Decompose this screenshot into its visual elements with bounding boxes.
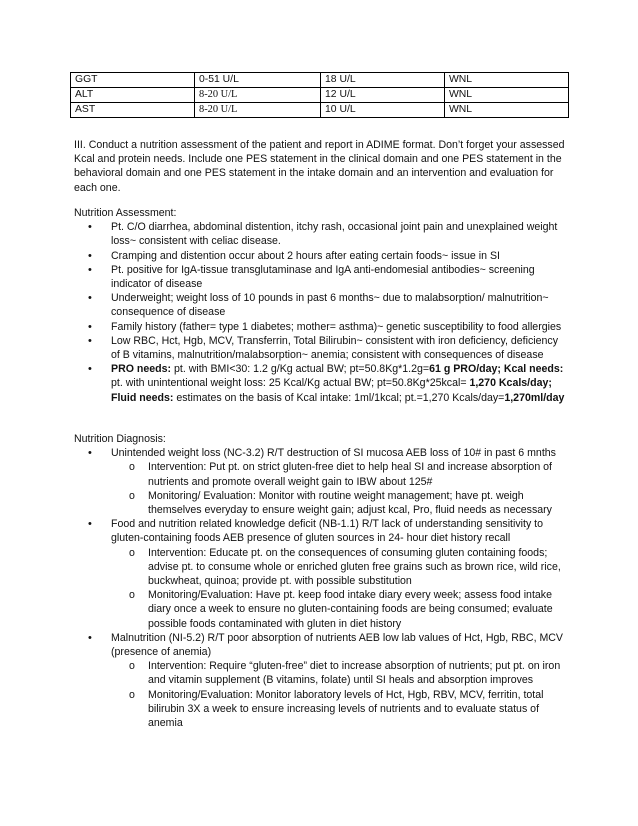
lab-name-cell: GGT	[71, 73, 195, 88]
lab-name-cell: AST	[71, 103, 195, 118]
bullet-marker: •	[88, 320, 92, 333]
sub-bullet-marker: o	[129, 660, 135, 673]
lab-name-cell: ALT	[71, 88, 195, 103]
assessment-heading: Nutrition Assessment:	[74, 207, 177, 219]
instructions-section	[74, 138, 566, 195]
table-row	[71, 103, 569, 118]
bullet-marker: •	[88, 221, 92, 234]
assessment-list	[74, 220, 566, 405]
instructions-paragraph: III. Conduct a nutrition assessment of the patient and report in ADIME format. Don’t forget your assessed Kcal and protein needs. Include one PES statement in the clinical domain and one PES statement in the behavioral domain and one PES statement in the intake domain and an intervention and evaluation for each one.	[74, 139, 565, 194]
reference-range-cell: 0-51 U/L	[195, 73, 321, 88]
diagnosis-list	[74, 446, 566, 730]
list-item	[74, 291, 566, 319]
bullet-marker: •	[88, 518, 92, 531]
list-item-text: Pt. positive for IgA-tissue transglutaminase and IgA anti-endomesial antibodies~ screening indicator of disease	[111, 263, 535, 291]
sub-list-item	[111, 659, 566, 687]
list-item	[74, 220, 566, 248]
reference-range-cell: 8-20 U/L	[195, 103, 321, 118]
sub-bullet-marker: o	[129, 589, 135, 602]
sub-bullet-marker: o	[129, 546, 135, 559]
pro-needs-text: pt. with BMI<30: 1.2 g/Kg actual BW; pt=50.8Kg*1.2g=	[171, 363, 430, 376]
bullet-marker: •	[88, 249, 92, 262]
sub-list-item	[111, 588, 566, 631]
table-row	[71, 88, 569, 103]
bullet-marker: •	[88, 631, 92, 644]
diagnosis-text: Unintended weight loss (NC-3.2) R/T destruction of SI mucosa AEB loss of 10# in past 6 mnths	[111, 447, 556, 460]
lab-values-table	[70, 72, 569, 118]
list-item	[74, 320, 566, 334]
list-item-text: Underweight; weight loss of 10 pounds in past 6 months~ due to malabsorption/ malnutrition~ consequence of disease	[111, 292, 549, 319]
sub-list-item	[111, 460, 566, 488]
table-row	[71, 73, 569, 88]
list-item-text: Cramping and distention occur about 2 hours after eating certain foods~ issue in SI	[111, 249, 500, 262]
sub-bullet-marker: o	[129, 489, 135, 502]
sub-bullet-marker: o	[129, 688, 135, 701]
diagnosis-section	[74, 432, 566, 730]
bullet-marker: •	[88, 447, 92, 460]
fluid-needs-result: 1,270ml/day	[504, 391, 565, 404]
patient-value-cell: 18 U/L	[321, 73, 445, 88]
list-item-text: Pt. C/O diarrhea, abdominal distention, itchy rash, occasional joint pain and unexplained weight loss~ consistent with celiac disease.	[111, 221, 558, 248]
diagnosis-heading: Nutrition Diagnosis:	[74, 433, 166, 445]
sub-list-item	[111, 688, 566, 731]
list-item	[74, 249, 566, 263]
intervention-text: Intervention: Put pt. on strict gluten-free diet to help heal SI and increase absorption of nutrients and promote overall weight gain to IBW about 125#	[148, 461, 552, 488]
list-item	[74, 263, 566, 291]
assessment-section	[74, 206, 566, 405]
reference-range-cell: 8-20 U/L	[195, 88, 321, 103]
diagnosis-sublist	[111, 659, 566, 730]
sub-bullet-marker: o	[129, 461, 135, 474]
bullet-marker: •	[88, 363, 92, 376]
list-item	[74, 446, 566, 517]
bullet-marker: •	[88, 334, 92, 347]
evaluation-text: Monitoring/Evaluation: Have pt. keep food intake diary every week; assess food intake diary once a week to ensure no gluten-containing foods are being consumed; evaluate possible foods contaminated with gluten in diet history	[148, 589, 553, 630]
interpretation-cell: WNL	[445, 88, 569, 103]
sub-list-item	[111, 546, 566, 589]
bullet-marker: •	[88, 263, 92, 276]
fluid-needs-text: estimates on the basis of Kcal intake: 1ml/1kcal; pt.=1,270 Kcals/day=	[173, 391, 505, 404]
list-item-text: Family history (father= type 1 diabetes; mother= asthma)~ genetic susceptibility to food allergies	[111, 320, 562, 333]
patient-value-cell: 10 U/L	[321, 103, 445, 118]
diagnosis-text: Food and nutrition related knowledge deficit (NB-1.1) R/T lack of understanding sensitivity to gluten-containing foods AEB presence of gluten sources in 24- hour diet history recall	[111, 518, 544, 545]
list-item	[74, 631, 566, 730]
diagnosis-sublist	[111, 546, 566, 631]
kcal-needs-result: 1,270 Kcals/day; Fluid needs:	[111, 377, 552, 404]
evaluation-text: Monitoring/ Evaluation: Monitor with routine weight management; have pt. weigh themselves everyday to ensure weight gain; adjust kcal, Pro, fluid needs as necessary	[148, 489, 552, 517]
pro-needs-label: PRO needs:	[111, 363, 172, 376]
diagnosis-text: Malnutrition (NI-5.2) R/T poor absorption of nutrients AEB low lab values of Hct, Hgb, RBC, MCV (presence of anemia)	[111, 631, 563, 659]
evaluation-text: Monitoring/Evaluation: Monitor laboratory levels of Hct, Hgb, RBV, MCV, ferritin, total bilirubin 3X a week to ensure increasing levels of nutrients and to evaluate status of anemia	[148, 688, 544, 730]
intervention-text: Intervention: Require “gluten-free” diet to increase absorption of nutrients; put pt. on iron and vitamin supplement (B vitamins, folate) until SI heals and absorption improves	[148, 660, 561, 687]
pro-needs-result: 61 g PRO/day; Kcal needs:	[429, 363, 564, 376]
list-item	[74, 334, 566, 362]
kcal-needs-text: pt. with unintentional weight loss: 25 Kcal/Kg actual BW; pt=50.8Kg*25kcal=	[111, 377, 470, 390]
diagnosis-sublist	[111, 460, 566, 517]
needs-list-item	[74, 362, 566, 405]
sub-list-item	[111, 489, 566, 517]
bullet-marker: •	[88, 292, 92, 305]
list-item-text: Low RBC, Hct, Hgb, MCV, Transferrin, Total Bilirubin~ consistent with iron deficiency, deficiency of B vitamins, malnutrition/malabsorption~ anemia; consistent with consequences of disease	[111, 334, 558, 362]
intervention-text: Intervention: Educate pt. on the consequences of consuming gluten containing foods; advise pt. to consume whole or enriched gluten free grains such as brown rice, wild rice, buckwheat, quinoa; provide pt. with possible substitution	[148, 546, 561, 588]
interpretation-cell: WNL	[445, 73, 569, 88]
patient-value-cell: 12 U/L	[321, 88, 445, 103]
list-item	[74, 517, 566, 631]
interpretation-cell: WNL	[445, 103, 569, 118]
